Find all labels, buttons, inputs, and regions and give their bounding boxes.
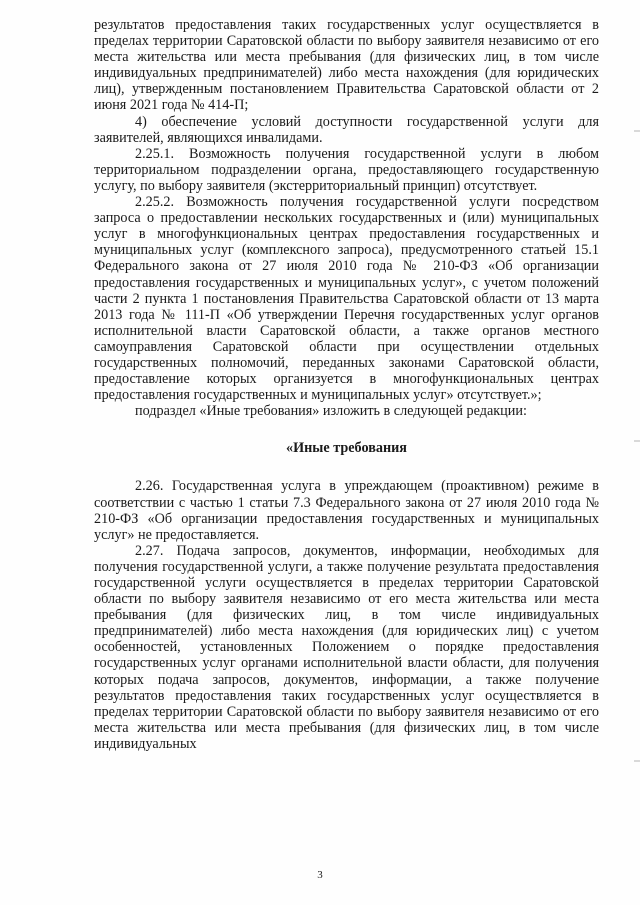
scan-edge-mark (634, 760, 640, 762)
document-body (94, 17, 599, 752)
section-title: «Иные требования (286, 440, 407, 457)
paragraph-continuation: результатов предоставления таких государственных услуг осуществляется в пределах территории Саратовской области по выбору заявителя независимо от его места жительства или места пребывания (для физических лиц, в том числе индивидуальных предпринимателей) либо места нахождения (для юридических лиц), утвержденным постановлением Правительства Саратовской области от 2 июня 2021 года № 414-П; (94, 17, 599, 114)
paragraph-2-25-2: 2.25.2. Возможность получения государственной услуги посредством запроса о предоставлении нескольких государственных и (или) муниципальных услуг в многофункциональных центрах предоставления государственных и муниципальных услуг (комплексного запроса), предусмотренного статьей 15.1 Федерального закона от 27 июля 2010 года № 210-ФЗ «Об организации предоставления государственных и муниципальных услуг», с учетом положений части 2 пункта 1 постановления Правительства Саратовской области от 13 марта 2013 года № 111-П «Об утверждении Перечня государственных услуг органов исполнительной власти Саратовской области, а также органов местного самоуправления Саратовской области при осуществлении отдельных государственных полномочий, переданных законами Саратовской области, предоставление которых организуется в многофункциональных центрах предоставления государственных и муниципальных услуг» отсутствует.»; (94, 194, 599, 404)
page-number: 3 (317, 869, 323, 881)
paragraph-2-25-1: 2.25.1. Возможность получения государственной услуги в любом территориальном подразделении органа, предоставляющего государственную услугу, по выбору заявителя (экстерриториальный принцип) отсутствует. (94, 145, 599, 194)
scan-edge-mark (634, 440, 640, 442)
paragraph-2-27: 2.27. Подача запросов, документов, информации, необходимых для получения государственной услуги, а также получение результата предоставления государственной услуги осуществляется в пределах территории Саратовской области по выбору заявителя независимо от его места жительства или места пребывания (для физических лиц, в том числе индивидуальных предпринимателей) либо места нахождения (для юридических лиц) с учетом особенностей, установленных Положением о порядке предоставления государственных услуг органами исполнительной власти области, для получения которых подача запросов, документов, информации, а также получение результатов предоставления таких государственных услуг осуществляется в пределах территории Саратовской области по выбору заявителя независимо от его места жительства или места пребывания (для физических лиц, в том числе индивидуальных (94, 542, 599, 752)
paragraph-subsection-instruction: подраздел «Иные требования» изложить в следующей редакции: (135, 403, 527, 420)
scan-edge-mark (634, 130, 640, 132)
paragraph-2-26: 2.26. Государственная услуга в упреждающем (проактивном) режиме в соответствии с частью 1 статьи 7.3 Федерального закона от 27 июля 2010 года № 210-ФЗ «Об организации предоставления государственных и муниципальных услуг» не предоставляется. (94, 478, 599, 543)
paragraph-item-4: 4) обеспечение условий доступности государственной услуги для заявителей, являющихся инвалидами. (94, 113, 599, 146)
